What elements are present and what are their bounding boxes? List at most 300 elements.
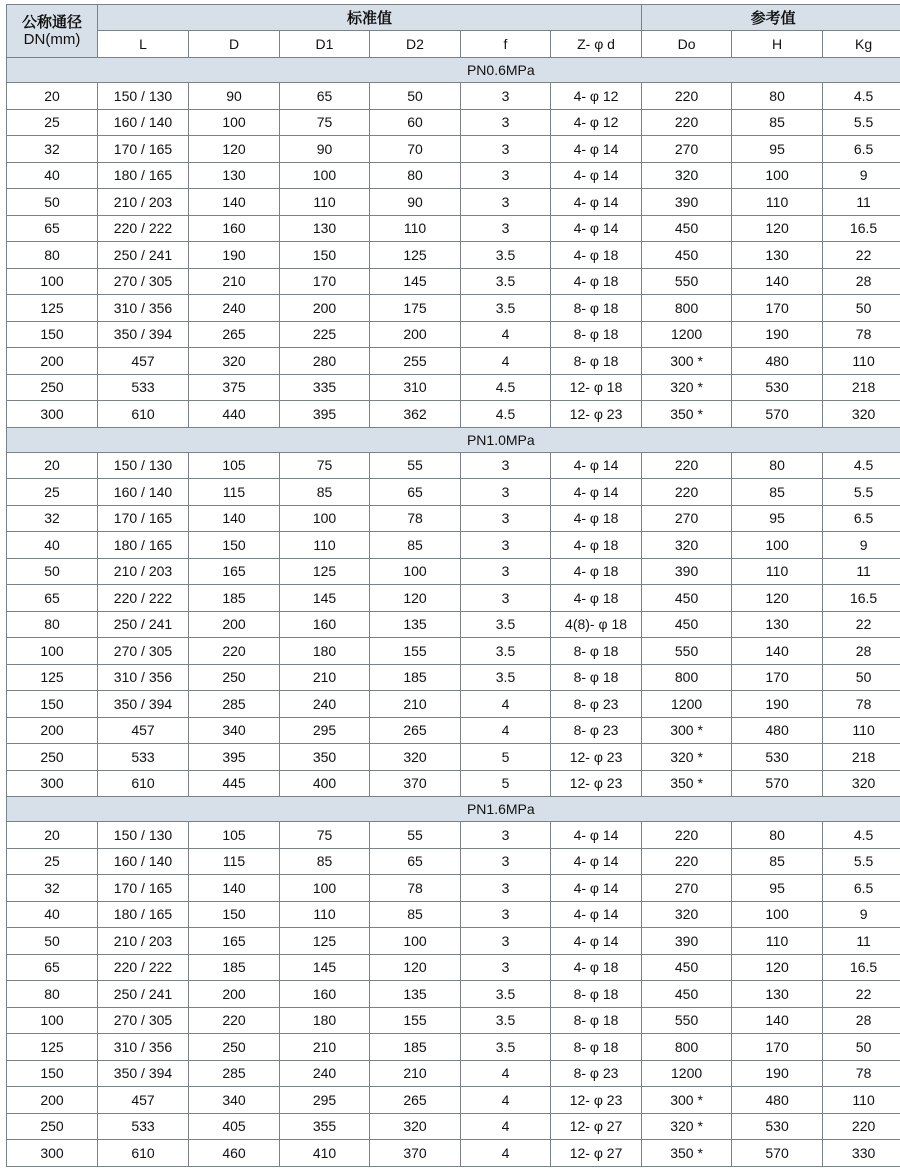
- column-header-do: Do: [642, 31, 732, 58]
- bolt-holes-cell: 8- φ 18: [551, 1007, 642, 1034]
- l-cell: 250 / 241: [98, 611, 189, 638]
- column-header-l: L: [98, 31, 189, 58]
- h-cell: 480: [732, 348, 823, 375]
- d2-cell: 78: [370, 505, 461, 532]
- f-cell: 3.5: [461, 981, 551, 1008]
- h-cell: 80: [732, 452, 823, 479]
- l-cell: 160 / 140: [98, 109, 189, 136]
- do-cell: 450: [642, 954, 732, 981]
- d1-cell: 280: [280, 348, 370, 375]
- d1-cell: 130: [280, 215, 370, 242]
- dn-cell: 25: [7, 109, 98, 136]
- bolt-holes-cell: 4- φ 12: [551, 109, 642, 136]
- l-cell: 220 / 222: [98, 215, 189, 242]
- d2-cell: 85: [370, 532, 461, 559]
- f-cell: 3: [461, 848, 551, 875]
- dn-cell: 32: [7, 875, 98, 902]
- table-row: [7, 981, 900, 1008]
- d1-cell: 210: [280, 1034, 370, 1061]
- weight-cell: 320: [823, 770, 900, 797]
- dn-cell: 32: [7, 505, 98, 532]
- dn-cell: 300: [7, 1140, 98, 1167]
- do-cell: 320: [642, 901, 732, 928]
- h-cell: 80: [732, 822, 823, 849]
- d2-cell: 120: [370, 954, 461, 981]
- do-cell: 350 *: [642, 401, 732, 428]
- nominal-diameter-unit: DN(mm): [23, 31, 81, 48]
- d-cell: 140: [189, 189, 280, 216]
- column-header-d2: D2: [370, 31, 461, 58]
- weight-cell: 6.5: [823, 136, 900, 163]
- h-cell: 120: [732, 215, 823, 242]
- dn-cell: 65: [7, 585, 98, 612]
- do-cell: 320 *: [642, 1113, 732, 1140]
- bolt-holes-cell: 4- φ 18: [551, 505, 642, 532]
- weight-cell: 218: [823, 744, 900, 771]
- dn-cell: 40: [7, 532, 98, 559]
- d-cell: 185: [189, 954, 280, 981]
- d-cell: 185: [189, 585, 280, 612]
- dn-cell: 80: [7, 981, 98, 1008]
- h-cell: 85: [732, 479, 823, 506]
- bolt-holes-cell: 4(8)- φ 18: [551, 611, 642, 638]
- h-cell: 170: [732, 664, 823, 691]
- do-cell: 270: [642, 505, 732, 532]
- weight-cell: 11: [823, 558, 900, 585]
- l-cell: 180 / 165: [98, 162, 189, 189]
- bolt-holes-cell: 4- φ 14: [551, 875, 642, 902]
- column-header-d: D: [189, 31, 280, 58]
- dn-cell: 125: [7, 1034, 98, 1061]
- f-cell: 3.5: [461, 1007, 551, 1034]
- weight-cell: 330: [823, 1140, 900, 1167]
- weight-cell: 320: [823, 401, 900, 428]
- dn-cell: 25: [7, 848, 98, 875]
- weight-cell: 78: [823, 321, 900, 348]
- dn-cell: 250: [7, 1113, 98, 1140]
- table-row: [7, 1060, 900, 1087]
- d1-cell: 85: [280, 848, 370, 875]
- d2-cell: 80: [370, 162, 461, 189]
- h-cell: 120: [732, 954, 823, 981]
- d-cell: 90: [189, 83, 280, 110]
- table-row: [7, 770, 900, 797]
- d-cell: 285: [189, 691, 280, 718]
- bolt-holes-cell: 8- φ 18: [551, 664, 642, 691]
- do-cell: 300 *: [642, 717, 732, 744]
- d-cell: 250: [189, 664, 280, 691]
- h-cell: 100: [732, 532, 823, 559]
- bolt-holes-cell: 4- φ 14: [551, 822, 642, 849]
- bolt-holes-cell: 8- φ 23: [551, 717, 642, 744]
- flange-dimension-table: [6, 4, 900, 1167]
- f-cell: 4: [461, 321, 551, 348]
- do-cell: 1200: [642, 1060, 732, 1087]
- d-cell: 405: [189, 1113, 280, 1140]
- weight-cell: 78: [823, 691, 900, 718]
- weight-cell: 5.5: [823, 848, 900, 875]
- bolt-holes-cell: 4- φ 14: [551, 901, 642, 928]
- weight-cell: 11: [823, 189, 900, 216]
- h-cell: 100: [732, 162, 823, 189]
- h-cell: 130: [732, 981, 823, 1008]
- f-cell: 3: [461, 875, 551, 902]
- l-cell: 150 / 130: [98, 452, 189, 479]
- table-row: [7, 691, 900, 718]
- d2-cell: 135: [370, 611, 461, 638]
- table-row: [7, 1007, 900, 1034]
- l-cell: 160 / 140: [98, 479, 189, 506]
- dn-cell: 100: [7, 638, 98, 665]
- do-cell: 350 *: [642, 1140, 732, 1167]
- d2-cell: 210: [370, 691, 461, 718]
- f-cell: 3: [461, 558, 551, 585]
- d2-cell: 78: [370, 875, 461, 902]
- d1-cell: 225: [280, 321, 370, 348]
- f-cell: 3.5: [461, 242, 551, 269]
- h-cell: 85: [732, 848, 823, 875]
- d2-cell: 320: [370, 744, 461, 771]
- l-cell: 210 / 203: [98, 189, 189, 216]
- do-cell: 300 *: [642, 1087, 732, 1114]
- d1-cell: 150: [280, 242, 370, 269]
- weight-cell: 22: [823, 242, 900, 269]
- weight-cell: 9: [823, 532, 900, 559]
- table-body: [7, 58, 900, 1167]
- table-row: [7, 928, 900, 955]
- l-cell: 160 / 140: [98, 848, 189, 875]
- dn-cell: 80: [7, 611, 98, 638]
- bolt-holes-cell: 4- φ 14: [551, 928, 642, 955]
- d-cell: 165: [189, 928, 280, 955]
- table-row: [7, 452, 900, 479]
- table-row: [7, 901, 900, 928]
- table-row: [7, 744, 900, 771]
- do-cell: 320: [642, 162, 732, 189]
- weight-cell: 110: [823, 1087, 900, 1114]
- l-cell: 457: [98, 1087, 189, 1114]
- do-cell: 450: [642, 215, 732, 242]
- do-cell: 1200: [642, 691, 732, 718]
- weight-cell: 220: [823, 1113, 900, 1140]
- weight-cell: 9: [823, 162, 900, 189]
- bolt-holes-cell: 12- φ 27: [551, 1140, 642, 1167]
- bolt-holes-cell: 4- φ 14: [551, 479, 642, 506]
- do-cell: 350 *: [642, 770, 732, 797]
- weight-cell: 28: [823, 1007, 900, 1034]
- d2-cell: 65: [370, 479, 461, 506]
- l-cell: 457: [98, 348, 189, 375]
- do-cell: 320 *: [642, 374, 732, 401]
- bolt-holes-cell: 4- φ 14: [551, 162, 642, 189]
- bolt-holes-cell: 8- φ 18: [551, 981, 642, 1008]
- l-cell: 533: [98, 374, 189, 401]
- do-cell: 800: [642, 295, 732, 322]
- f-cell: 3: [461, 136, 551, 163]
- f-cell: 5: [461, 770, 551, 797]
- bolt-holes-cell: 8- φ 18: [551, 638, 642, 665]
- do-cell: 220: [642, 822, 732, 849]
- d2-cell: 320: [370, 1113, 461, 1140]
- f-cell: 4.5: [461, 374, 551, 401]
- table-row: [7, 374, 900, 401]
- d2-cell: 55: [370, 822, 461, 849]
- d-cell: 100: [189, 109, 280, 136]
- d-cell: 320: [189, 348, 280, 375]
- d2-cell: 185: [370, 1034, 461, 1061]
- h-cell: 120: [732, 585, 823, 612]
- f-cell: 3: [461, 954, 551, 981]
- d-cell: 140: [189, 875, 280, 902]
- dn-cell: 300: [7, 770, 98, 797]
- d-cell: 265: [189, 321, 280, 348]
- h-cell: 95: [732, 136, 823, 163]
- column-header-f: f: [461, 31, 551, 58]
- d1-cell: 75: [280, 452, 370, 479]
- f-cell: 4: [461, 1140, 551, 1167]
- f-cell: 3: [461, 585, 551, 612]
- do-cell: 450: [642, 981, 732, 1008]
- h-cell: 130: [732, 242, 823, 269]
- f-cell: 3.5: [461, 268, 551, 295]
- do-cell: 450: [642, 242, 732, 269]
- l-cell: 533: [98, 744, 189, 771]
- bolt-holes-cell: 12- φ 27: [551, 1113, 642, 1140]
- table-row: [7, 1034, 900, 1061]
- f-cell: 3: [461, 83, 551, 110]
- section-header-row: [7, 797, 900, 822]
- l-cell: 170 / 165: [98, 875, 189, 902]
- f-cell: 3.5: [461, 638, 551, 665]
- section-header-spacer: [7, 427, 98, 452]
- d2-cell: 90: [370, 189, 461, 216]
- d-cell: 150: [189, 532, 280, 559]
- d1-cell: 240: [280, 691, 370, 718]
- d1-cell: 160: [280, 981, 370, 1008]
- h-cell: 530: [732, 1113, 823, 1140]
- f-cell: 3.5: [461, 295, 551, 322]
- l-cell: 150 / 130: [98, 822, 189, 849]
- d1-cell: 400: [280, 770, 370, 797]
- do-cell: 800: [642, 1034, 732, 1061]
- h-cell: 110: [732, 928, 823, 955]
- f-cell: 3.5: [461, 664, 551, 691]
- table-row: [7, 189, 900, 216]
- table-row: [7, 401, 900, 428]
- weight-cell: 4.5: [823, 452, 900, 479]
- bolt-holes-cell: 4- φ 18: [551, 954, 642, 981]
- section-header-spacer: [7, 58, 98, 83]
- d-cell: 130: [189, 162, 280, 189]
- l-cell: 270 / 305: [98, 268, 189, 295]
- dn-cell: 150: [7, 691, 98, 718]
- bolt-holes-cell: 12- φ 23: [551, 744, 642, 771]
- table-row: [7, 822, 900, 849]
- h-cell: 130: [732, 611, 823, 638]
- l-cell: 350 / 394: [98, 321, 189, 348]
- weight-cell: 22: [823, 981, 900, 1008]
- weight-cell: 110: [823, 348, 900, 375]
- f-cell: 3: [461, 189, 551, 216]
- weight-cell: 78: [823, 1060, 900, 1087]
- table-row: [7, 558, 900, 585]
- dn-cell: 150: [7, 1060, 98, 1087]
- h-cell: 570: [732, 770, 823, 797]
- d2-cell: 155: [370, 638, 461, 665]
- d-cell: 165: [189, 558, 280, 585]
- f-cell: 3: [461, 505, 551, 532]
- l-cell: 270 / 305: [98, 1007, 189, 1034]
- weight-cell: 50: [823, 1034, 900, 1061]
- do-cell: 390: [642, 189, 732, 216]
- dn-cell: 20: [7, 83, 98, 110]
- bolt-holes-cell: 4- φ 18: [551, 585, 642, 612]
- d2-cell: 100: [370, 558, 461, 585]
- d1-cell: 295: [280, 717, 370, 744]
- h-cell: 95: [732, 505, 823, 532]
- h-cell: 570: [732, 1140, 823, 1167]
- f-cell: 5: [461, 744, 551, 771]
- f-cell: 3: [461, 215, 551, 242]
- dn-cell: 250: [7, 744, 98, 771]
- l-cell: 610: [98, 401, 189, 428]
- column-header-row: [7, 31, 900, 58]
- bolt-holes-cell: 4- φ 18: [551, 558, 642, 585]
- bolt-holes-cell: 8- φ 18: [551, 295, 642, 322]
- table-row: [7, 348, 900, 375]
- do-cell: 320 *: [642, 744, 732, 771]
- table-row: [7, 242, 900, 269]
- do-cell: 550: [642, 638, 732, 665]
- d-cell: 115: [189, 479, 280, 506]
- do-cell: 450: [642, 585, 732, 612]
- d1-cell: 125: [280, 928, 370, 955]
- weight-cell: 4.5: [823, 83, 900, 110]
- column-header-bolt-holes: Z- φ d: [551, 31, 642, 58]
- h-cell: 140: [732, 1007, 823, 1034]
- weight-cell: 5.5: [823, 479, 900, 506]
- f-cell: 4: [461, 717, 551, 744]
- d1-cell: 295: [280, 1087, 370, 1114]
- do-cell: 450: [642, 611, 732, 638]
- d1-cell: 170: [280, 268, 370, 295]
- weight-cell: 6.5: [823, 875, 900, 902]
- table-row: [7, 83, 900, 110]
- dn-cell: 200: [7, 348, 98, 375]
- table-row: [7, 848, 900, 875]
- d2-cell: 55: [370, 452, 461, 479]
- table-row: [7, 505, 900, 532]
- weight-cell: 16.5: [823, 215, 900, 242]
- d2-cell: 265: [370, 717, 461, 744]
- do-cell: 220: [642, 848, 732, 875]
- l-cell: 533: [98, 1113, 189, 1140]
- do-cell: 390: [642, 928, 732, 955]
- d1-cell: 110: [280, 901, 370, 928]
- d1-cell: 145: [280, 585, 370, 612]
- d2-cell: 362: [370, 401, 461, 428]
- table-row: [7, 1087, 900, 1114]
- d-cell: 340: [189, 717, 280, 744]
- table-row: [7, 638, 900, 665]
- bolt-holes-cell: 12- φ 23: [551, 1087, 642, 1114]
- f-cell: 4: [461, 348, 551, 375]
- f-cell: 3: [461, 452, 551, 479]
- column-header-weight: Kg: [823, 31, 900, 58]
- d-cell: 395: [189, 744, 280, 771]
- d2-cell: 100: [370, 928, 461, 955]
- nominal-diameter-label: 公称通径: [21, 14, 82, 31]
- l-cell: 250 / 241: [98, 242, 189, 269]
- dn-cell: 50: [7, 558, 98, 585]
- h-cell: 100: [732, 901, 823, 928]
- dn-cell: 200: [7, 717, 98, 744]
- bolt-holes-cell: 8- φ 18: [551, 1034, 642, 1061]
- h-cell: 190: [732, 1060, 823, 1087]
- dn-cell: 125: [7, 295, 98, 322]
- d1-cell: 75: [280, 822, 370, 849]
- l-cell: 350 / 394: [98, 691, 189, 718]
- bolt-holes-cell: 4- φ 18: [551, 268, 642, 295]
- section-header-spacer: [7, 797, 98, 822]
- dn-cell: 20: [7, 822, 98, 849]
- d1-cell: 100: [280, 505, 370, 532]
- h-cell: 140: [732, 268, 823, 295]
- dn-cell: 100: [7, 268, 98, 295]
- do-cell: 220: [642, 452, 732, 479]
- h-cell: 140: [732, 638, 823, 665]
- d1-cell: 125: [280, 558, 370, 585]
- pressure-class-label: PN1.6MPa: [98, 797, 900, 822]
- d1-cell: 180: [280, 638, 370, 665]
- bolt-holes-cell: 4- φ 14: [551, 215, 642, 242]
- do-cell: 390: [642, 558, 732, 585]
- d2-cell: 135: [370, 981, 461, 1008]
- d-cell: 190: [189, 242, 280, 269]
- do-cell: 800: [642, 664, 732, 691]
- d2-cell: 145: [370, 268, 461, 295]
- bolt-holes-cell: 12- φ 23: [551, 401, 642, 428]
- d1-cell: 90: [280, 136, 370, 163]
- d2-cell: 185: [370, 664, 461, 691]
- nominal-diameter-header: [7, 5, 98, 58]
- weight-cell: 110: [823, 717, 900, 744]
- bolt-holes-cell: 4- φ 18: [551, 532, 642, 559]
- table-row: [7, 136, 900, 163]
- h-cell: 530: [732, 374, 823, 401]
- table-row: [7, 268, 900, 295]
- dn-cell: 50: [7, 189, 98, 216]
- dn-cell: 65: [7, 954, 98, 981]
- d2-cell: 175: [370, 295, 461, 322]
- d1-cell: 145: [280, 954, 370, 981]
- f-cell: 4: [461, 691, 551, 718]
- bolt-holes-cell: 4- φ 14: [551, 189, 642, 216]
- d2-cell: 70: [370, 136, 461, 163]
- l-cell: 350 / 394: [98, 1060, 189, 1087]
- do-cell: 220: [642, 109, 732, 136]
- d2-cell: 310: [370, 374, 461, 401]
- d-cell: 115: [189, 848, 280, 875]
- weight-cell: 22: [823, 611, 900, 638]
- section-header-row: [7, 58, 900, 83]
- dn-cell: 125: [7, 664, 98, 691]
- pressure-class-label: PN1.0MPa: [98, 427, 900, 452]
- h-cell: 480: [732, 1087, 823, 1114]
- l-cell: 310 / 356: [98, 664, 189, 691]
- f-cell: 3: [461, 928, 551, 955]
- bolt-holes-cell: 8- φ 23: [551, 1060, 642, 1087]
